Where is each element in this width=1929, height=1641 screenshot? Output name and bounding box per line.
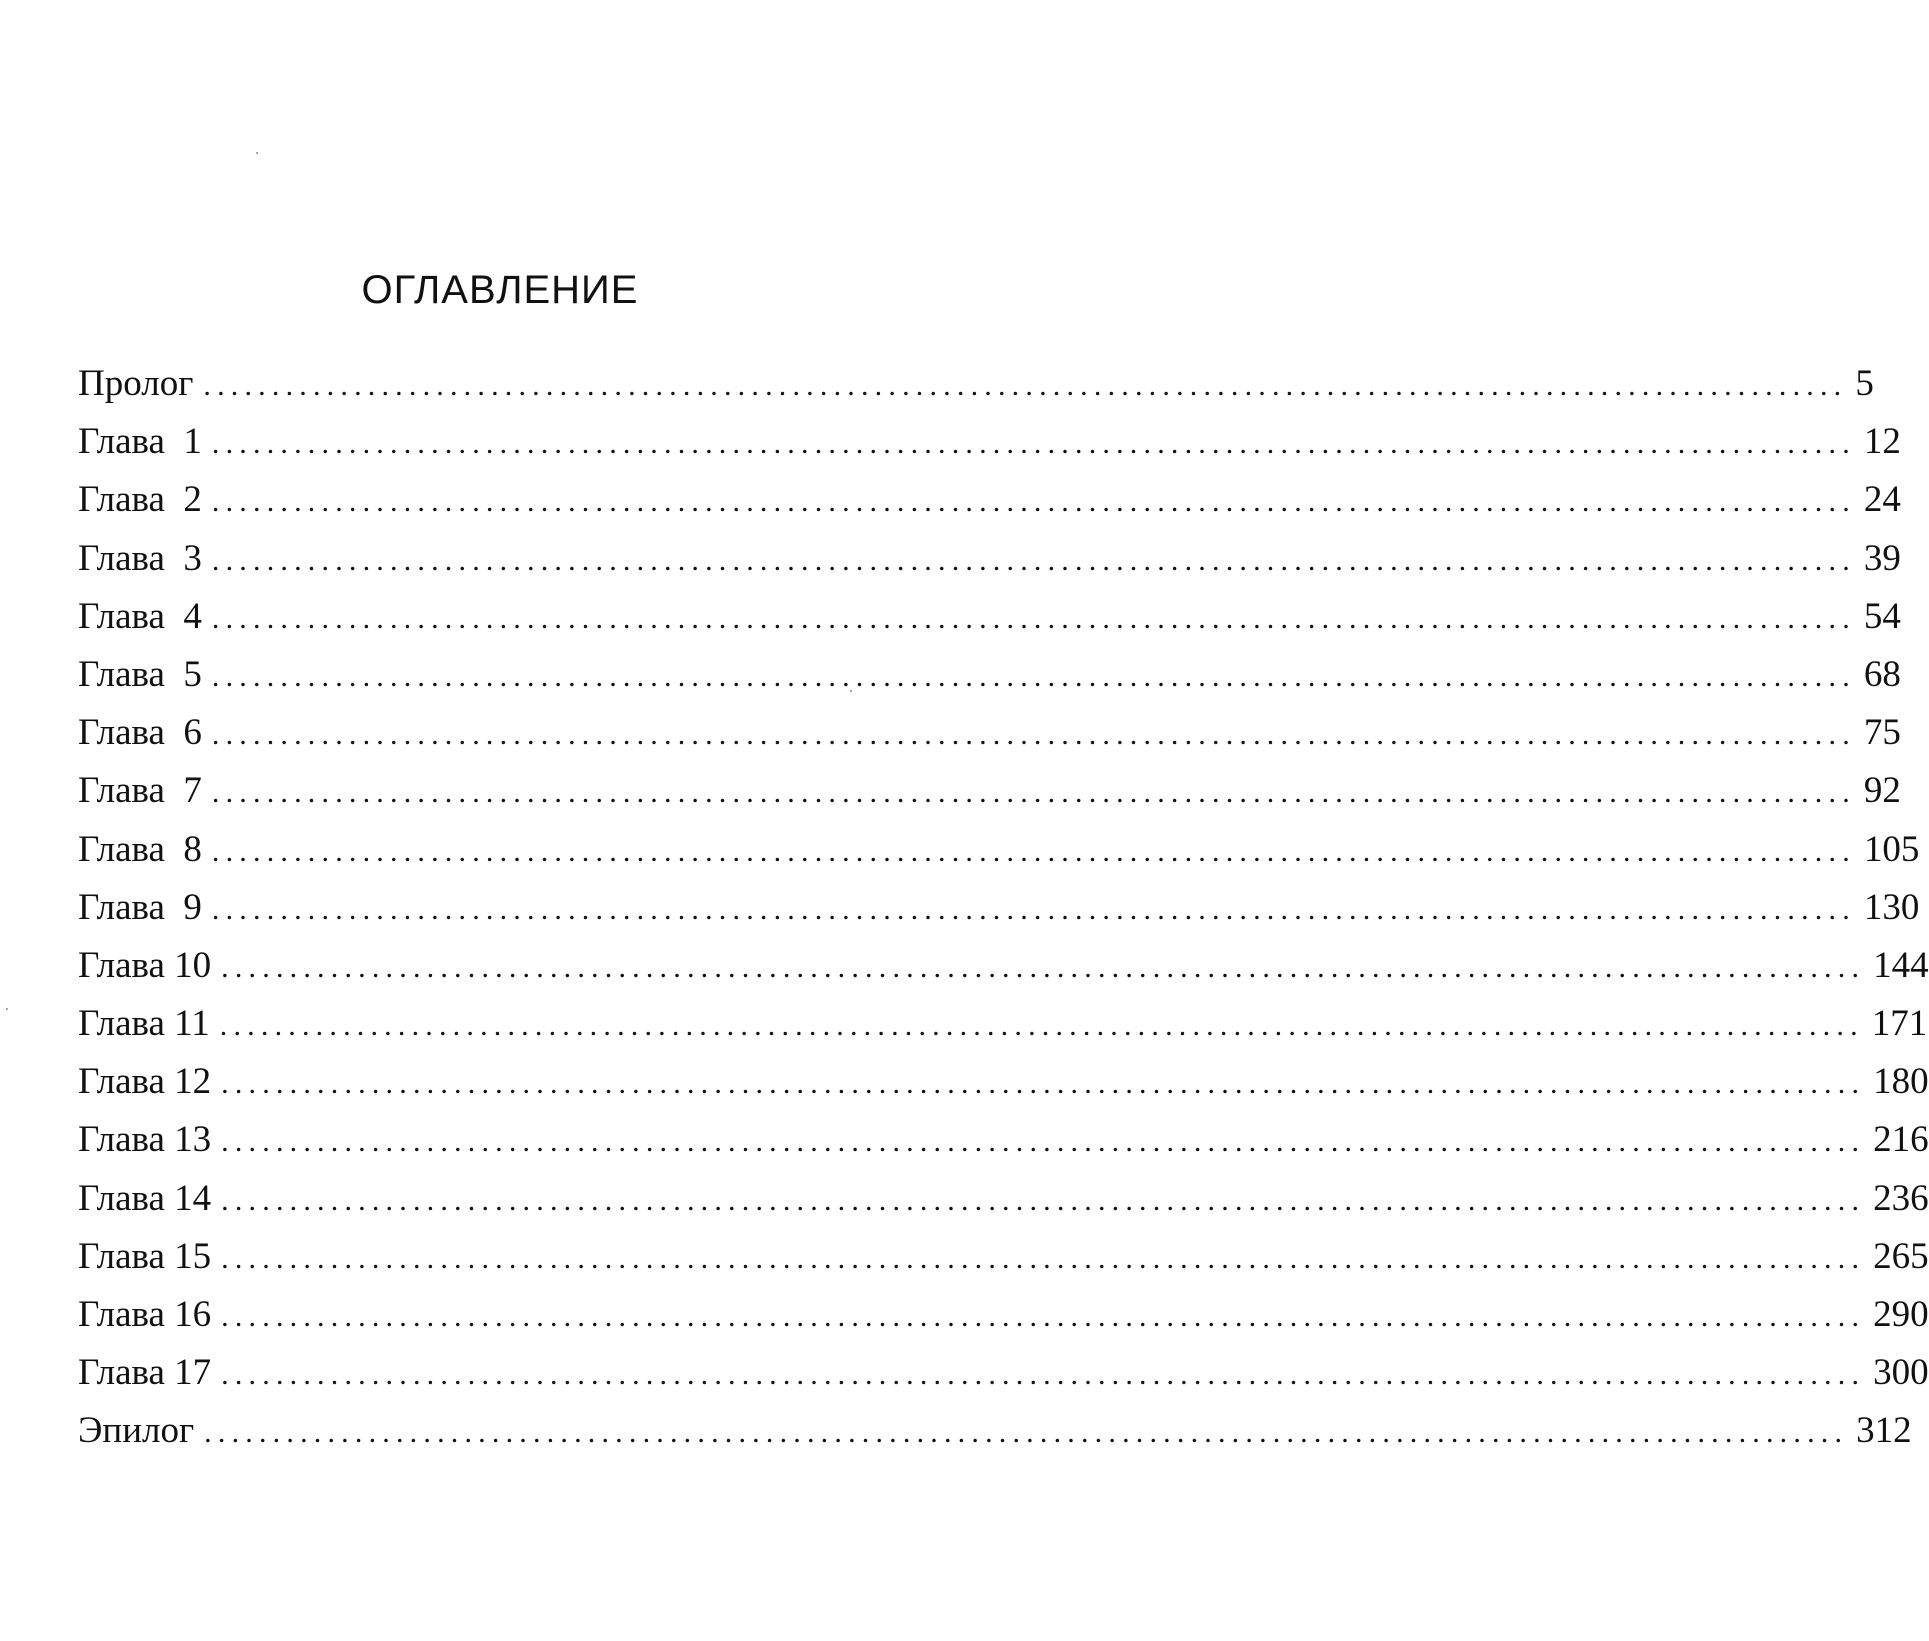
toc-heading: ОГЛАВЛЕНИЕ: [361, 268, 639, 312]
toc-entry-title: Глава 6: [78, 712, 202, 754]
toc-dot-leader: ........................................................................................................................: [211, 834, 1856, 868]
toc-dot-leader: ........................................................................................................................: [221, 1067, 1866, 1101]
toc-dot-leader: ........................................................................................................................: [221, 1241, 1866, 1275]
toc-entry: [78, 879, 1920, 937]
toc-entry-title: Глава 5: [78, 653, 202, 695]
toc-entry-page-number: 68: [1863, 653, 1901, 695]
toc-entry-page-number: 312: [1856, 1410, 1912, 1452]
toc-entry-title: Глава 11: [78, 1003, 210, 1045]
toc-dot-leader: ........................................................................................................................: [221, 1300, 1866, 1333]
toc-entry-page-number: 300: [1873, 1352, 1929, 1394]
toc-dot-leader: ........................................................................................................................: [221, 1183, 1866, 1217]
toc-dot-leader: ........................................................................................................................: [211, 659, 1856, 693]
toc-entry-title: Глава 17: [78, 1352, 212, 1394]
toc-entry-page-number: 92: [1863, 770, 1901, 812]
toc-entry-page-number: 24: [1863, 479, 1901, 521]
toc-entry: [78, 355, 1874, 413]
toc-entry-page-number: 12: [1863, 421, 1901, 463]
toc-dot-leader: ........................................................................................................................: [211, 543, 1856, 577]
toc-entry-title: Глава 15: [78, 1235, 212, 1277]
toc-entry-title: Эпилог: [78, 1410, 195, 1452]
toc-entry-title: Глава 3: [78, 537, 202, 579]
toc-entry: [78, 413, 1901, 471]
toc-entry: [78, 937, 1929, 995]
toc-list: [78, 355, 1929, 1461]
toc-entry-page-number: 54: [1863, 595, 1901, 637]
toc-entry: [78, 821, 1920, 879]
toc-entry: [78, 1053, 1929, 1111]
toc-entry: [78, 646, 1901, 704]
toc-entry-page-number: 171: [1871, 1003, 1928, 1045]
toc-entry: [78, 471, 1901, 529]
toc-entry-page-number: 290: [1873, 1294, 1929, 1335]
scan-speck: [6, 1008, 8, 1010]
toc-entry-title: Глава 4: [78, 595, 202, 637]
toc-entry: [78, 762, 1901, 820]
toc-entry-title: Глава 1: [78, 421, 202, 463]
toc-entry-title: Глава 10: [78, 944, 212, 986]
toc-entry-page-number: 216: [1873, 1119, 1929, 1161]
toc-entry: [78, 995, 1928, 1053]
toc-dot-leader: ........................................................................................................................: [204, 1416, 1849, 1450]
toc-entry-title: Глава 9: [78, 886, 202, 928]
toc-entry-title: Глава 8: [78, 828, 202, 870]
scan-speck: [256, 152, 258, 154]
toc-entry: [78, 1111, 1929, 1169]
toc-entry: [78, 1402, 1912, 1460]
toc-entry-title: Глава 14: [78, 1177, 212, 1219]
toc-dot-leader: ........................................................................................................................: [211, 601, 1856, 635]
toc-entry-title: Глава 13: [78, 1119, 212, 1161]
toc-entry-page-number: 236: [1873, 1177, 1929, 1219]
toc-entry: [78, 1344, 1929, 1402]
toc-dot-leader: ........................................................................................................................: [211, 892, 1856, 926]
toc-entry-title: Глава 16: [78, 1294, 212, 1335]
toc-entry: [78, 1228, 1929, 1286]
toc-entry: [78, 1170, 1929, 1228]
toc-dot-leader: ........................................................................................................................: [211, 427, 1856, 461]
toc-entry-page-number: 265: [1873, 1235, 1929, 1277]
toc-entry-page-number: 39: [1863, 537, 1901, 579]
toc-entry: [78, 704, 1901, 762]
toc-entry-page-number: 144: [1873, 944, 1929, 986]
toc-dot-leader: ........................................................................................................................: [221, 1125, 1866, 1159]
toc-dot-leader: ........................................................................................................................: [221, 950, 1866, 984]
toc-dot-leader: ........................................................................................................................: [211, 485, 1856, 519]
toc-entry-page-number: 105: [1863, 828, 1920, 870]
toc-entry-title: Глава 2: [78, 479, 202, 521]
toc-entry: [78, 588, 1901, 646]
toc-dot-leader: ........................................................................................................................: [221, 1358, 1866, 1392]
toc-dot-leader: ........................................................................................................................: [219, 1009, 1864, 1043]
toc-entry-title: Глава 7: [78, 770, 202, 812]
toc-entry-page-number: 180: [1873, 1061, 1929, 1103]
toc-entry-page-number: 75: [1863, 712, 1901, 754]
toc-entry-title: Глава 12: [78, 1061, 212, 1103]
toc-dot-leader: ........................................................................................................................: [211, 776, 1856, 810]
toc-entry: [78, 530, 1901, 588]
toc-entry-title: Пролог: [78, 363, 194, 404]
toc-entry-page-number: 5: [1855, 363, 1874, 404]
toc-dot-leader: ........................................................................................................................: [203, 369, 1848, 402]
toc-dot-leader: ........................................................................................................................: [211, 718, 1856, 752]
toc-entry-page-number: 130: [1863, 886, 1920, 928]
toc-entry: [78, 1286, 1929, 1344]
